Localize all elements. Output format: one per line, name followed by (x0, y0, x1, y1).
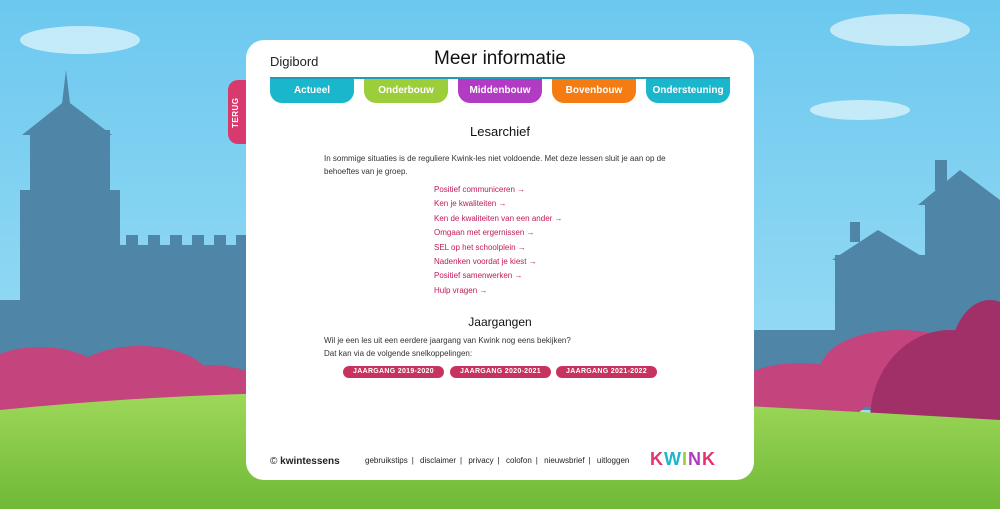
archive-link[interactable]: Nadenken voordat je kiest → (434, 257, 537, 267)
footer-link-colofon[interactable]: colofon (505, 456, 532, 465)
archive-link[interactable]: Omgaan met ergernissen → (434, 228, 535, 238)
archive-link[interactable]: SEL op het schoolplein → (434, 242, 526, 252)
back-tab-label: TERUG (231, 97, 240, 128)
content-panel (246, 40, 754, 480)
kwink-logo[interactable] (650, 449, 716, 470)
logo-letter: N (688, 449, 703, 469)
logo-letter: W (664, 449, 682, 469)
back-tab[interactable] (228, 80, 248, 144)
category-tabs (270, 77, 730, 105)
separator: | (588, 456, 591, 465)
archive-link[interactable]: Hulp vragen → (434, 285, 488, 295)
archive-intro: In sommige situaties is de reguliere Kwink-les niet voldoende. Met deze lessen sluit je aan op de behoeftes van je groep. (324, 154, 666, 176)
archive-link[interactable]: Ken de kwaliteiten van een ander → (434, 213, 563, 223)
footer-link-uitloggen[interactable]: uitloggen (596, 456, 630, 465)
footer-link-gebruikstips[interactable]: gebruikstips (365, 456, 408, 465)
archive-link[interactable]: Ken je kwaliteiten → (434, 199, 507, 209)
page-title: Meer informatie (434, 48, 566, 69)
footer-brand (270, 456, 340, 467)
footer-link-privacy[interactable]: privacy (468, 456, 494, 465)
year-button-2020-2021[interactable]: JAARGANG 2020-2021 (450, 366, 551, 378)
year-button-2019-2020[interactable]: JAARGANG 2019-2020 (343, 366, 444, 378)
logo-letter: I (682, 449, 689, 469)
years-heading: Jaargangen (468, 315, 532, 329)
archive-heading: Lesarchief (470, 124, 530, 139)
company-name: kwintessens (280, 456, 340, 467)
years-text-2: Dat kan via de volgende snelkoppelingen: (324, 349, 473, 358)
footer-link-nieuwsbrief[interactable]: nieuwsbrief (544, 456, 585, 465)
footer-links (365, 456, 629, 465)
tab-ondersteuning[interactable]: Ondersteuning (646, 79, 730, 103)
years-text-1: Wil je een les uit een eerdere jaargang van Kwink nog eens bekijken? (324, 336, 571, 345)
footer-link-disclaimer[interactable]: disclaimer (420, 456, 457, 465)
archive-link-list (434, 183, 563, 298)
brand-label: Digibord (270, 54, 319, 69)
tab-onderbouw[interactable]: Onderbouw (364, 79, 448, 103)
separator: | (460, 456, 463, 465)
logo-letter: K (650, 449, 664, 469)
archive-link[interactable]: Positief samenwerken → (434, 271, 523, 281)
tab-middenbouw[interactable]: Middenbouw (458, 79, 542, 103)
archive-link[interactable]: Positief communiceren → (434, 185, 526, 194)
tab-bovenbouw[interactable]: Bovenbouw (552, 79, 636, 103)
separator: | (535, 456, 538, 465)
copyright-symbol: © (270, 456, 278, 467)
tab-actueel[interactable]: Actueel (270, 79, 354, 103)
year-button-2021-2022[interactable]: JAARGANG 2021-2022 (556, 366, 657, 378)
separator: | (411, 456, 414, 465)
logo-letter: K (702, 449, 717, 469)
separator: | (497, 456, 500, 465)
